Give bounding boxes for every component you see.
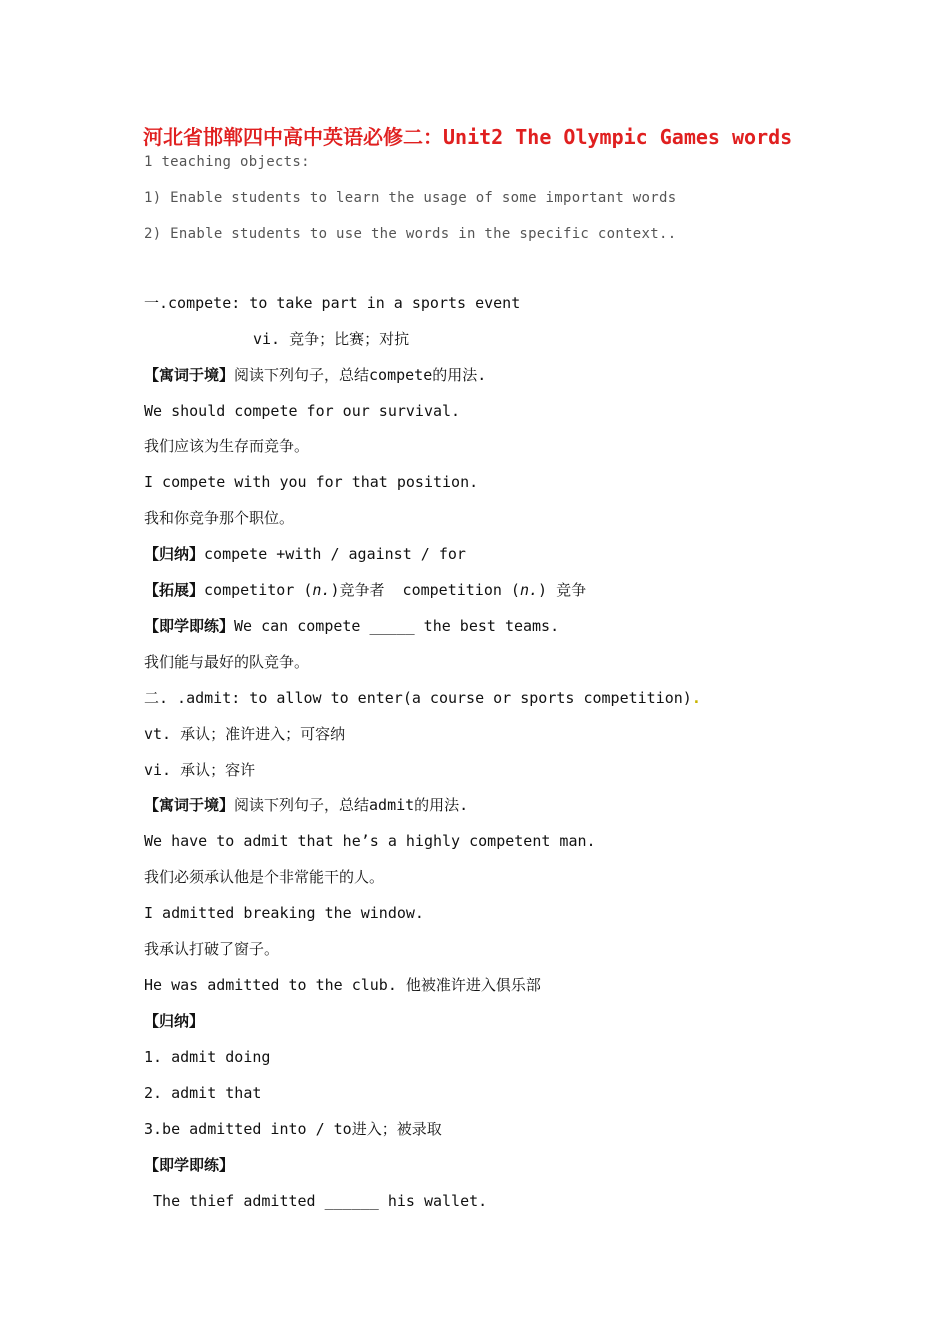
extend-noun-1: n. (312, 581, 331, 599)
summary-text: compete +with / against / for (204, 545, 466, 563)
section-1-example-1-en: We should compete for our survival. (144, 402, 461, 420)
section-1-example-2-cn: 我和你竞争那个职位。 (144, 509, 295, 527)
section-2-practice-tag: 【即学即练】 (144, 1156, 235, 1174)
section-1-example-2-en: I compete with you for that position. (144, 473, 479, 491)
section-1-practice-cn: 我们能与最好的队竞争。 (144, 653, 310, 671)
section-2-example-1-en: We have to admit that he’s a highly competent man. (144, 832, 596, 850)
section-2-vi: vi. 承认；容许 (144, 761, 256, 779)
document-title: 河北省邯郸四中高中英语必修二：Unit2 The Olympic Games words (143, 125, 793, 149)
section-1-heading: 一.compete: to take part in a sports event (144, 294, 521, 312)
extend-part-a: competitor ( (204, 581, 313, 599)
section-2-summary-tag: 【归纳】 (144, 1012, 205, 1030)
section-1-practice (144, 616, 559, 636)
section-1-context-line (144, 365, 486, 385)
section-2-context-line (144, 795, 468, 815)
practice-text: We can compete _____ the best teams. (234, 617, 560, 635)
context-text: 阅读下列句子，总结admit的用法. (234, 796, 469, 814)
objectives-heading: 1 teaching objects: (144, 154, 310, 170)
section-2-rule-1: 1. admit doing (144, 1048, 271, 1066)
section-1-example-1-cn: 我们应该为生存而竞争。 (144, 437, 310, 455)
section-2-vt: vt. 承认；准许进入；可容纳 (144, 725, 346, 743)
context-text: 阅读下列句子，总结compete的用法. (234, 366, 487, 384)
summary-tag: 【归纳】 (144, 545, 205, 563)
highlight-dot: . (691, 689, 701, 707)
objective-2: 2) Enable students to use the words in the specific context.. (144, 226, 677, 242)
extend-part-c: ) 竞争 (538, 581, 587, 599)
context-tag: 【寓词于境】 (144, 366, 235, 384)
section-2-rule-2: 2. admit that (144, 1084, 262, 1102)
extend-noun-2: n. (519, 581, 539, 599)
section-2-example-2-en: I admitted breaking the window. (144, 904, 424, 922)
practice-tag: 【即学即练】 (144, 617, 235, 635)
section-2-heading-text: 二. .admit: to allow to enter(a course or sports competition) (144, 689, 692, 707)
section-1-extend (144, 580, 586, 600)
context-tag: 【寓词于境】 (144, 796, 235, 814)
section-2-example-2-cn: 我承认打破了窗子。 (144, 940, 280, 958)
section-1-meaning: vi. 竞争；比赛；对抗 (253, 330, 410, 348)
extend-tag: 【拓展】 (144, 581, 205, 599)
extend-part-b: )竞争者 competition ( (330, 581, 520, 599)
section-1-summary (144, 544, 466, 564)
section-2-example-3: He was admitted to the club. 他被准许进入俱乐部 (144, 976, 541, 994)
section-2-rule-3: 3.be admitted into / to进入；被录取 (144, 1120, 442, 1138)
section-2-example-1-cn: 我们必须承认他是个非常能干的人。 (144, 868, 385, 886)
section-2-heading (144, 688, 701, 708)
objective-1: 1) Enable students to learn the usage of some important words (144, 190, 677, 206)
section-2-practice-text: The thief admitted ______ his wallet. (144, 1192, 488, 1210)
